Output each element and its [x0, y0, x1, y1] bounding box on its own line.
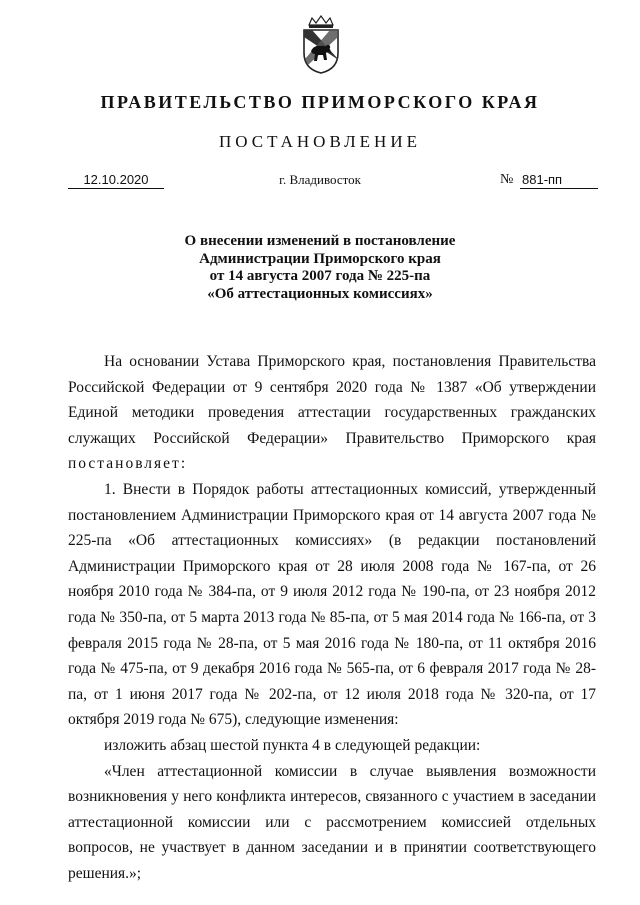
subject-line: «Об аттестационных комиссиях» [207, 285, 433, 302]
subject-line: от 14 августа 2007 года № 225-па [209, 268, 431, 284]
government-title: ПРАВИТЕЛЬСТВО ПРИМОРСКОГО КРАЯ [100, 92, 540, 112]
document-subject [0, 233, 640, 303]
coat-of-arms-icon [300, 15, 342, 75]
paragraph-instruction: изложить абзац шестой пункта 4 в следующей редакции: [104, 736, 481, 754]
paragraph-item-1: 1. Внести в Порядок работы аттестационных комиссий, утвержденный постановлением Администрации Приморского края от 14 августа 2007 года № 225-па «Об аттестационных комиссиях» (в редакции постановлений Администрации Приморского края от 28 июля 2008 года № 167-па, от 26 ноября 2010 года № 384-па, от 9 июля 2012 года № 190-па, от 23 ноября 2012 года № 350-па, от 5 марта 2013 года № 85-па, от 5 мая 2014 года № 166-па, от 3 февраля 2015 года № 28-па, от 5 мая 2016 года № 180-па, от 11 октября 2016 года № 475-па, от 9 декабря 2016 года № 565-па, от 6 февраля 2017 года № 28-па, от 1 июня 2017 года № 202-па, от 12 июля 2018 года № 320-па, от 17 октября 2019 года № 675), следующие изменения: [68, 480, 596, 729]
document-body [68, 349, 596, 886]
document-meta [0, 172, 640, 194]
document-city: г. Владивосток [279, 172, 361, 187]
subject-line: О внесении изменений в постановление [184, 233, 456, 249]
document-number: 881-пп [520, 172, 598, 189]
subject-line: Администрации Приморского края [199, 250, 441, 267]
number-sign: № [500, 172, 514, 187]
preamble-text: На основании Устава Приморского края, постановления Правительства Российской Федерации от 9 сентября 2020 года № 1387 «Об утверждении Единой методики проведения аттестации государственных гражданских служащих Российской Федерации» Правительство Приморского края [68, 353, 596, 447]
resolves-keyword: постановляет: [68, 455, 188, 473]
paragraph-quote: «Член аттестационной комиссии в случае выявления возможности возникновения у него конфликта интересов, связанного с участием в заседании аттестационной комиссии или с рассмотрением комиссией отдельных вопросов, не участвует в данном заседании и в принятии соответствующего решения.»; [68, 762, 596, 882]
document-date: 12.10.2020 [68, 172, 164, 189]
document-type: ПОСТАНОВЛЕНИЕ [218, 132, 421, 151]
paragraph-preamble [68, 349, 596, 477]
